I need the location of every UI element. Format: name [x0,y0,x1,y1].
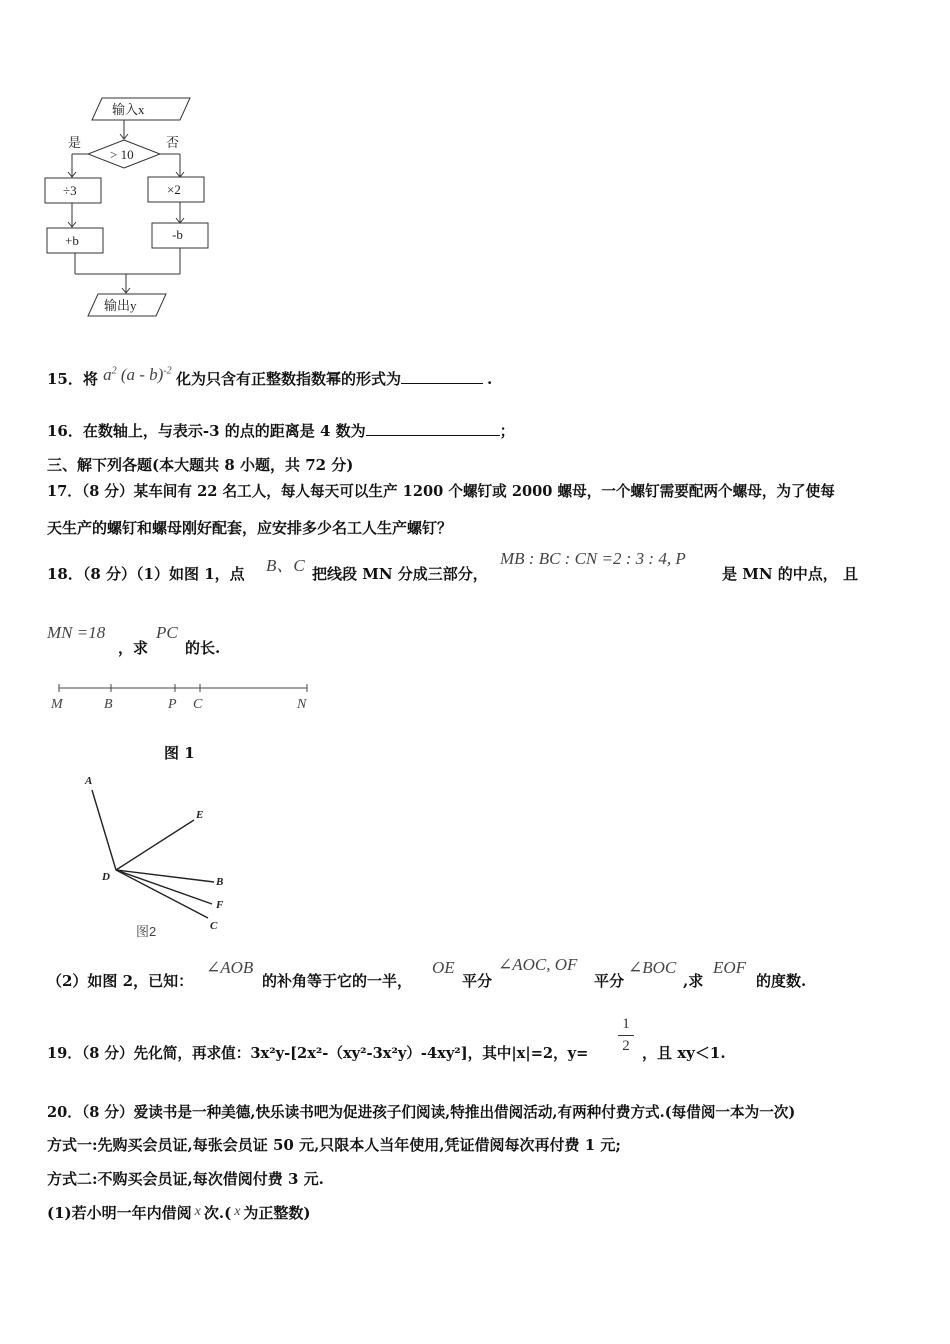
q19-fraction [618,1016,634,1055]
q20-line4a: (1)若小明一年内借阅 [47,1204,192,1222]
flowchart-condition-label: > 10 [110,147,134,162]
fig1-label-n: N [297,697,307,712]
flowchart-left-op2: +b [65,233,79,248]
figure-1-caption: 图 1 [164,744,195,762]
flowchart [40,92,240,324]
q15-expr-a: a [103,365,112,384]
flowchart-left-op1: ÷3 [63,183,77,198]
q20-line4b: 次.( [203,1204,232,1222]
q18-points: B、C [266,556,305,575]
q15-tail: . [486,370,493,388]
q16-tail: ； [499,422,515,440]
q16-answer-blank[interactable] [366,423,500,436]
flowchart-right-op1: ×2 [167,182,181,197]
q18b-t4: ,求 [683,972,704,990]
q19-text: 19．（8 分）先化简，再求值：3x²y-[2x²-（xy²-3x²y）-4xy²]，其中|x|=2，y= [47,1045,589,1062]
q20-line4 [47,1202,311,1223]
q18b-t5: 的度数. [756,972,807,990]
q18-ratio: MB : BC : CN =2 : 3 : 4, P [500,549,686,568]
fig1-label-m: M [51,697,63,712]
q18-ask-tail: 的长. [185,639,221,657]
q15-text: 化为只含有正整数指数幂的形式为 [175,370,401,388]
q19-tail: ，且 xy＜1. [642,1044,726,1062]
q20-x2: x [234,1204,241,1219]
q18-ask: ，求 [118,639,149,657]
q17-line2: 天生产的螺钉和螺母刚好配套，应安排多少名工人生产螺钉？ [47,519,453,537]
q15-expr-sup2: -2 [163,365,172,377]
fig2-label-f: F [216,899,224,911]
q18b-eof: EOF [713,958,747,977]
q20-line4c: 为正整数) [243,1204,311,1222]
fig2-label-d: D [102,871,110,883]
fig1-label-b: B [104,697,113,712]
q20-line2: 方式一:先购买会员证,每张会员证 50 元,只限本人当年使用,凭证借阅每次再付费 1 元; [47,1136,621,1154]
q16-text: 16．在数轴上，与表示-3 的点的距离是 4 数为 [47,422,366,440]
q18b-aob: ∠AOB [206,958,254,977]
q15-expr-body: (a - b) [120,365,164,384]
flowchart-no-label: 否 [166,135,180,150]
flowchart-right-op2: -b [172,227,183,242]
q18-suffix: 是 MN 的中点， 且 [722,565,858,583]
fig1-label-p: P [168,697,177,712]
fig1-label-c: C [193,697,203,712]
q18b-t1: 的补角等于它的一半， [262,972,413,990]
q19-frac-num: 1 [622,1016,630,1032]
figure-2-angles [70,768,250,948]
flowchart-input-label: 输入x [112,102,145,117]
q20-line1: 20．（8 分）爱读书是一种美德,快乐读书吧为促进孩子们阅读,特推出借阅活动,有两种付费方式.(每借阅一本为一次) [47,1104,796,1121]
q18-mid: 把线段 MN 分成三部分， [312,565,488,583]
fig2-label-b: B [216,876,224,888]
flowchart-output-label: 输出y [104,298,137,313]
q15-answer-blank[interactable] [401,371,483,384]
q18b-boc: ∠BOC [628,958,677,977]
flowchart-yes-label: 是 [68,135,82,150]
question-16 [47,420,515,441]
q15-number: 15．将 [47,370,98,388]
q18b-oe: OE [432,958,455,977]
q18b-t3: 平分 [594,972,625,990]
q20-x1: x [194,1204,201,1219]
q20-line3: 方式二:不购买会员证,每次借阅付费 3 元. [47,1170,324,1188]
q19-frac-den: 2 [622,1038,630,1054]
q18b-aoc: ∠AOC, OF [498,955,578,974]
figure-2-caption: 图2 [136,924,157,939]
fig2-label-e: E [196,809,204,821]
q18b-prefix: （2）如图 2，已知： [47,972,194,990]
q15-expr-sup1: 2 [111,365,117,377]
section-3-heading: 三、解下列各题(本大题共 8 小题，共 72 分) [47,456,354,474]
q18-mn: MN =18 [47,623,106,642]
fig2-label-a: A [85,775,93,787]
q15-expression [103,365,176,384]
q18-pc: PC [156,623,178,642]
figure-1-number-line [45,678,325,718]
q17-line1: 17．（8 分）某车间有 22 名工人，每人每天可以生产 1200 个螺钉或 2000 螺母，一个螺钉需要配两个螺母，为了使每 [47,483,835,500]
question-15 [47,365,493,389]
q18b-t2: 平分 [462,972,493,990]
fig2-label-c: C [210,920,218,932]
q18-prefix: 18．（8 分）（1）如图 1，点 [47,565,245,583]
